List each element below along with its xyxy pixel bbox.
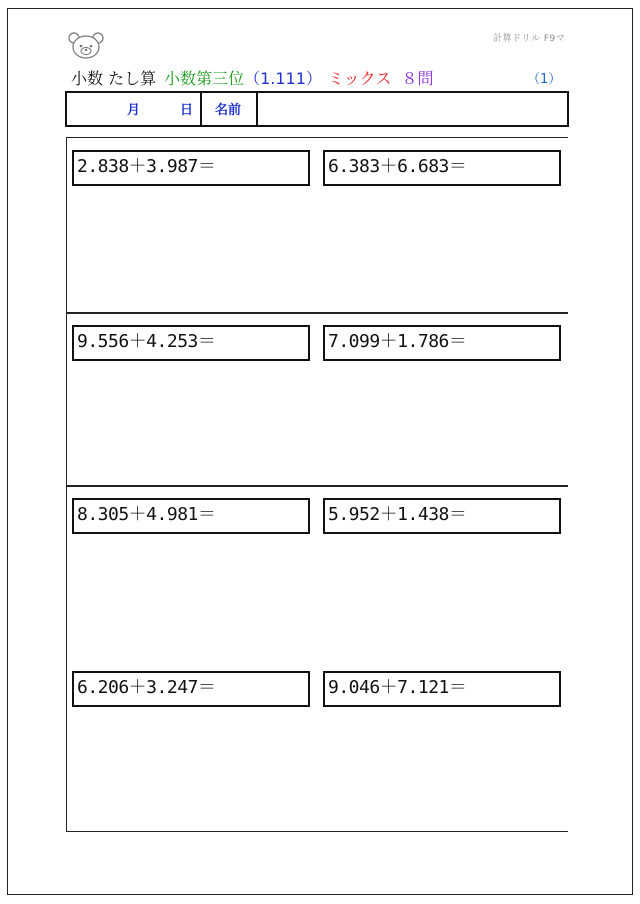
name-box-divider [200,93,202,125]
problem-box: 8.305＋4.981＝ [72,498,310,534]
name-box [65,91,569,127]
title-count: ８問 [401,69,434,88]
title-type: ミックス [327,69,392,88]
day-label: 日 [180,103,194,118]
name-box-divider [256,93,258,125]
problem-box: 7.099＋1.786＝ [323,325,561,361]
title-topic: 小数 たし算 [71,69,157,88]
title-range: （1.111） [244,69,322,88]
problem-box: 2.838＋3.987＝ [72,150,310,186]
bear-logo-icon [68,31,104,59]
title-level: 小数第三位 [164,69,245,88]
problem-box: 9.046＋7.121＝ [323,671,561,707]
worksheet-title [71,66,433,89]
month-label: 月 [127,103,141,118]
problem-box: 5.952＋1.438＝ [323,498,561,534]
problem-box: 6.206＋3.247＝ [72,671,310,707]
problem-box: 9.556＋4.253＝ [72,325,310,361]
brand-label: 計算ドリル F9マ [493,34,566,44]
name-label: 名前 [215,103,242,118]
problem-box: 6.383＋6.683＝ [323,150,561,186]
section-divider [66,312,568,314]
page-number: （1） [527,72,562,87]
section-divider [66,485,568,487]
